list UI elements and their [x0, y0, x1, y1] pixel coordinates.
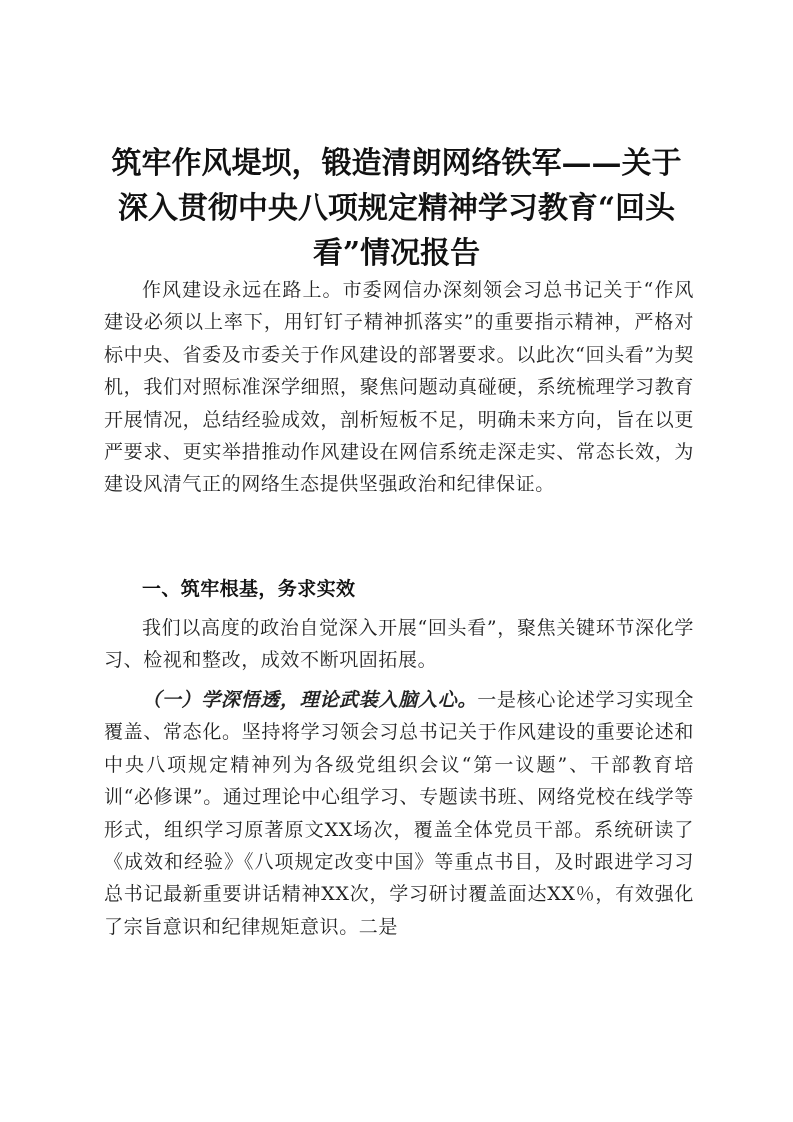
- document-title: 筑牢作风堤坝，锻造清朗网络铁军——关于深入贯彻中央八项规定精神学习教育“回头看”情况报告: [111, 146, 682, 271]
- intro-paragraph: 作风建设永远在路上。市委网信办深刻领会习总书记关于“作风建设必须以上率下，用钉钉子精神抓落实”的重要指示精神，严格对标中央、省委及市委关于作风建设的部署要求。以此次“回头看”为契机，我们对照标准深学细照，聚焦问题动真碰硬，系统梳理学习教育开展情况，总结经验成效，剖析短板不足，明确未来方向，旨在以更严要求、更实举措推动作风建设在网信系统走深走实、常态长效，为建设风清气正的网络生态提供坚强政治和纪律保证。: [104, 279, 694, 496]
- subsection-1-paragraph: [104, 684, 694, 943]
- section-1-heading: 一、筑牢根基，务求实效: [142, 578, 356, 600]
- section-1-intro: 我们以高度的政治自觉深入开展“回头看”，聚焦关键环节深化学习、检视和整改，成效不断巩固拓展。: [104, 617, 694, 672]
- subsection-1-text: 一是核心论述学习实现全覆盖、常态化。坚持将学习领会习总书记关于作风建设的重要论述和中央八项规定精神列为各级党组织会议“第一议题”、干部教育培训“必修课”。通过理论中心组学习、专题读书班、网络党校在线学等形式，组织学习原著原文XX场次，覆盖全体党员干部。系统研读了《成效和经验》《八项规定改变中国》等重点书目，及时跟进学习习总书记最新重要讲话精神XX次，学习研讨覆盖面达XX％，有效强化了宗旨意识和纪律规矩意识。二是: [104, 689, 695, 938]
- subsection-1-lead: （一）学深悟透，理论武装入脑入心。: [142, 689, 478, 711]
